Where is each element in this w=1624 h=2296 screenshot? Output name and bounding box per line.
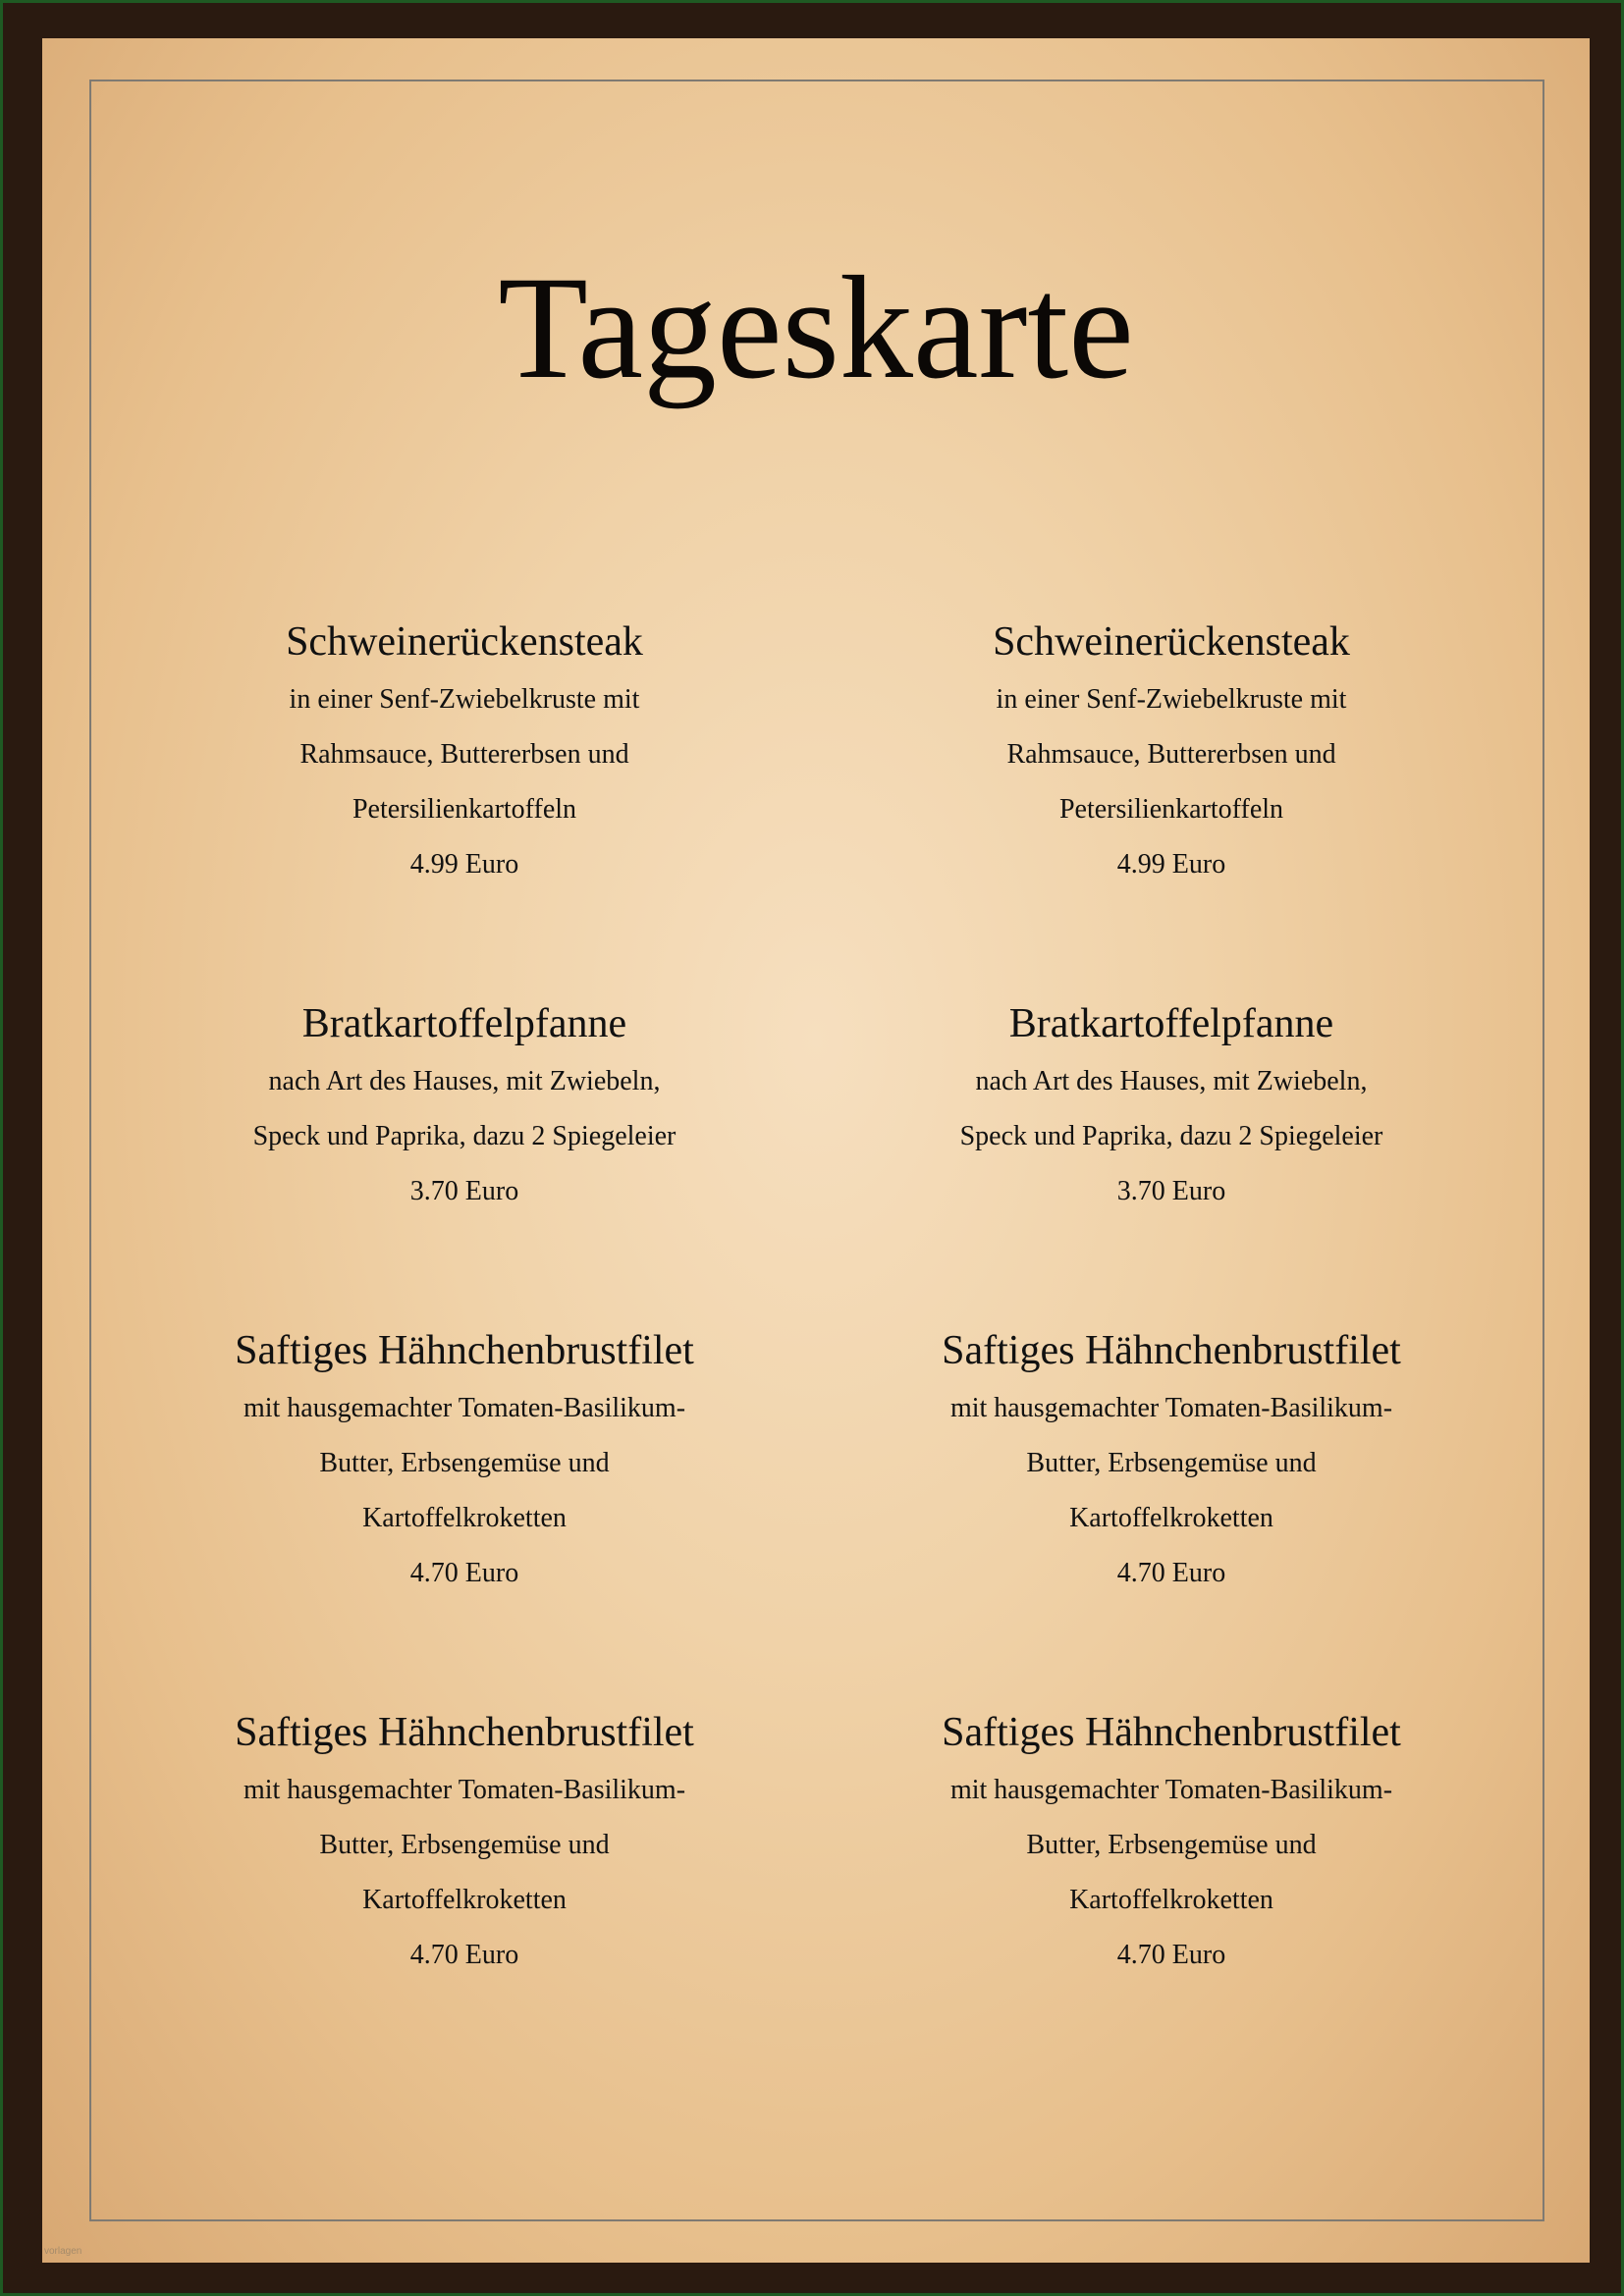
menu-item: [818, 999, 1525, 1326]
dish-description-line: nach Art des Hauses, mit Zwiebeln,: [268, 1066, 661, 1096]
dish-description-line: Kartoffelkroketten: [362, 1503, 567, 1533]
dish-description-line: Butter, Erbsengemüse und: [1026, 1448, 1317, 1478]
dish-price: 4.70 Euro: [409, 1558, 519, 1588]
dish-name: Bratkartoffelpfanne: [301, 1001, 627, 1046]
dish-price: 4.70 Euro: [409, 1940, 519, 1970]
menu-item: [111, 617, 818, 999]
dish-description-line: mit hausgemachter Tomaten-Basilikum-: [949, 1393, 1393, 1423]
menu-paper: [42, 38, 1590, 2263]
page-title: Tageskarte: [498, 246, 1134, 409]
dish-description-line: Butter, Erbsengemüse und: [1026, 1830, 1317, 1860]
dish-description-line: Kartoffelkroketten: [1069, 1885, 1273, 1915]
dish-description-line: mit hausgemachter Tomaten-Basilikum-: [243, 1393, 686, 1423]
dish-description-line: mit hausgemachter Tomaten-Basilikum-: [243, 1775, 686, 1805]
dish-description-line: Petersilienkartoffeln: [1058, 794, 1284, 825]
dish-description-line: Rahmsauce, Buttererbsen und: [299, 739, 629, 770]
menu-item: [111, 1326, 818, 1708]
menu-item: [818, 1708, 1525, 2090]
dish-description-line: Butter, Erbsengemüse und: [319, 1830, 610, 1860]
dish-description-line: nach Art des Hauses, mit Zwiebeln,: [975, 1066, 1368, 1096]
dish-price: 4.70 Euro: [1116, 1558, 1226, 1588]
dish-name: Saftiges Hähnchenbrustfilet: [942, 1328, 1401, 1373]
dish-price: 4.99 Euro: [1116, 849, 1226, 880]
dish-price: 3.70 Euro: [409, 1176, 519, 1206]
menu-item: [111, 999, 818, 1326]
dish-price: 4.99 Euro: [409, 849, 519, 880]
watermark: vorlagen: [44, 2246, 82, 2257]
dish-description-line: in einer Senf-Zwiebelkruste mit: [289, 684, 640, 715]
menu-item: [818, 1326, 1525, 1708]
dish-name: Bratkartoffelpfanne: [1008, 1001, 1334, 1046]
dish-name: Saftiges Hähnchenbrustfilet: [942, 1710, 1401, 1755]
dish-description-line: in einer Senf-Zwiebelkruste mit: [996, 684, 1347, 715]
menu-grid: [111, 617, 1525, 2090]
dish-description-line: mit hausgemachter Tomaten-Basilikum-: [949, 1775, 1393, 1805]
dish-description-line: Speck und Paprika, dazu 2 Spiegeleier: [252, 1121, 677, 1151]
menu-item: [818, 617, 1525, 999]
dish-name: Schweinerückensteak: [286, 619, 643, 665]
dish-description-line: Kartoffelkroketten: [1069, 1503, 1273, 1533]
dish-price: 4.70 Euro: [1116, 1940, 1226, 1970]
dish-description-line: Rahmsauce, Buttererbsen und: [1006, 739, 1336, 770]
dish-name: Saftiges Hähnchenbrustfilet: [235, 1328, 694, 1373]
dish-description-line: Butter, Erbsengemüse und: [319, 1448, 610, 1478]
dish-description-line: Speck und Paprika, dazu 2 Spiegeleier: [959, 1121, 1383, 1151]
menu-item: [111, 1708, 818, 2090]
dish-description-line: Petersilienkartoffeln: [352, 794, 577, 825]
dish-description-line: Kartoffelkroketten: [362, 1885, 567, 1915]
dish-name: Saftiges Hähnchenbrustfilet: [235, 1710, 694, 1755]
dish-price: 3.70 Euro: [1116, 1176, 1226, 1206]
dish-name: Schweinerückensteak: [993, 619, 1350, 665]
